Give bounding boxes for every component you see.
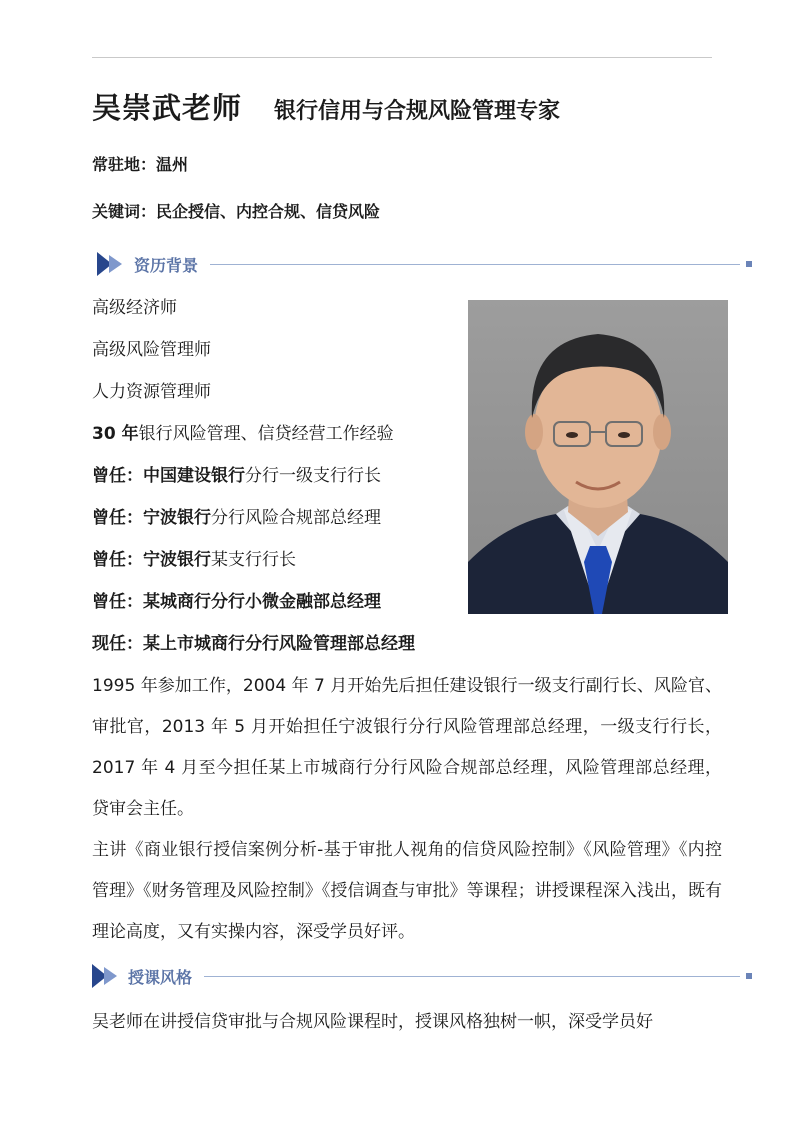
position-prefix: 曾任： <box>92 466 143 486</box>
teacher-name: 吴崇武老师 <box>92 91 243 125</box>
position-prefix: 曾任： <box>92 508 143 528</box>
section-title-background: 资历背景 <box>134 255 199 275</box>
header <box>92 86 560 127</box>
style-paragraph: 吴老师在讲授信贷审批与合规风险课程时，授课风格独树一帜，深受学员好 <box>92 1012 653 1032</box>
double-chevron-icon <box>92 251 132 277</box>
teacher-portrait <box>468 300 728 614</box>
credential-item: 高级风险管理师 <box>92 340 211 360</box>
section-header-style <box>92 963 752 989</box>
keywords-row <box>92 199 380 222</box>
experience-years: 30 年 <box>92 424 139 444</box>
credential-item: 人力资源管理师 <box>92 382 211 402</box>
position-item <box>92 464 381 488</box>
position-role: 分行风险合规部总经理 <box>211 508 381 528</box>
location-value: 温州 <box>156 155 189 174</box>
teacher-title: 银行信用与合规风险管理专家 <box>274 99 561 124</box>
location-label: 常驻地： <box>92 155 157 174</box>
position-prefix: 曾任： <box>92 592 143 612</box>
double-chevron-icon <box>92 963 132 989</box>
portrait-illustration <box>468 300 728 614</box>
section-end-square <box>746 973 752 979</box>
position-org: 中国建设银行 <box>143 466 245 486</box>
section-end-square <box>746 261 752 267</box>
location-row <box>92 152 188 175</box>
position-item <box>92 506 381 530</box>
experience-line <box>92 422 394 446</box>
section-divider <box>210 264 740 265</box>
position-item <box>92 548 296 572</box>
position-org: 某上市城商行分行风险管理部总经理 <box>143 634 415 654</box>
courses-paragraph: 主讲《商业银行授信案例分析-基于审批人视角的信贷风险控制》《风险管理》《内控管理》《财务管理及风险控制》《授信调查与审批》等课程；讲授课程深入浅出，既有理论高度，又有实操内容，深受学员好评。 <box>92 840 722 942</box>
position-role: 分行一级支行行长 <box>245 466 381 486</box>
experience-text: 银行风险管理、信贷经营工作经验 <box>138 424 394 444</box>
keywords-label: 关键词： <box>92 202 157 221</box>
position-item <box>92 590 381 614</box>
position-prefix: 曾任： <box>92 550 143 570</box>
career-paragraph: 1995 年参加工作，2004 年 7 月开始先后担任建设银行一级支行副行长、风险官、审批官，2013 年 5 月开始担任宁波银行分行风险管理部总经理，一级支行行长，2017 年 4 月至今担任某上市城商行分行风险合规部总经理，风险管理部总经理，贷审会主任。 <box>92 676 722 819</box>
position-role: 某支行行长 <box>211 550 296 570</box>
position-org: 宁波银行 <box>143 550 211 570</box>
position-org: 宁波银行 <box>143 508 211 528</box>
position-org: 某城商行分行小微金融部总经理 <box>143 592 381 612</box>
position-prefix: 现任： <box>92 634 143 654</box>
section-divider <box>204 976 740 977</box>
section-header-background <box>92 251 752 277</box>
keywords-value: 民企授信、内控合规、信贷风险 <box>156 202 381 221</box>
section-title-style: 授课风格 <box>128 967 193 987</box>
credential-item: 高级经济师 <box>92 298 177 318</box>
position-item-current <box>92 632 415 656</box>
top-rule <box>92 57 712 58</box>
